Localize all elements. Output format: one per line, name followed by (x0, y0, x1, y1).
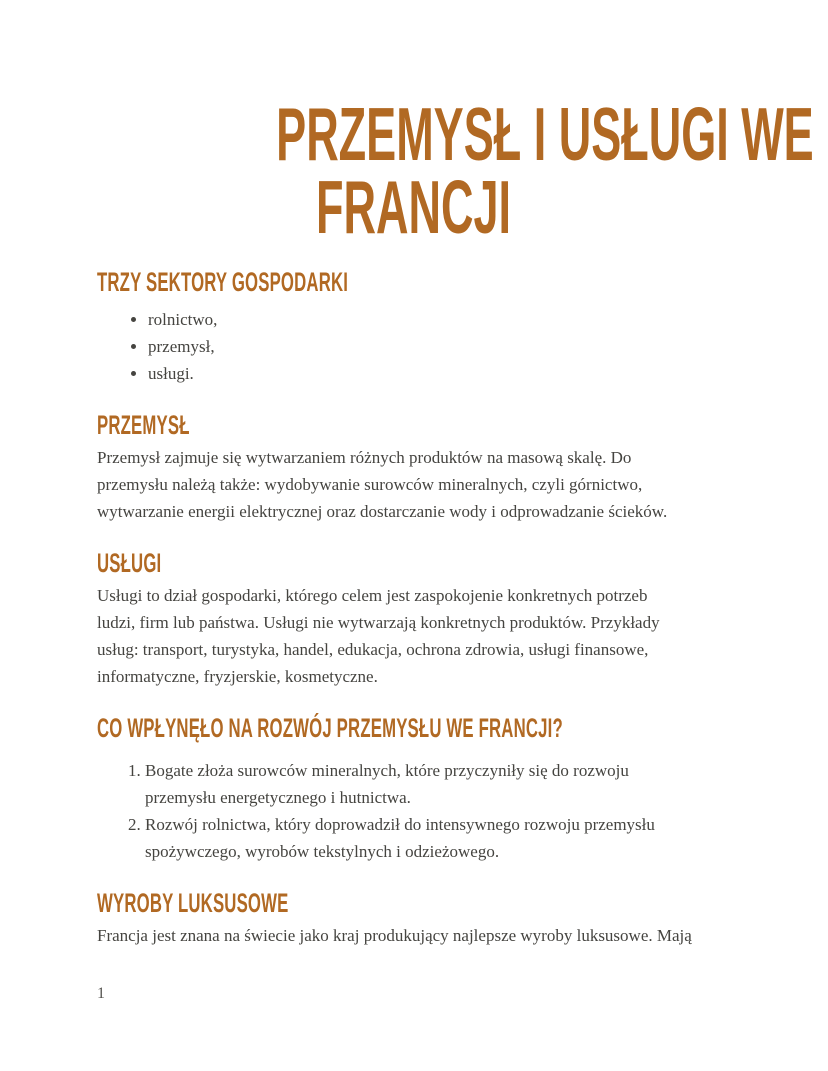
numbered-list (97, 757, 731, 865)
list-item-line: 1. Bogate złoża surowców mineralnych, które przyczyniły się do rozwoju (145, 761, 629, 780)
section-heading (97, 409, 731, 442)
paragraph (97, 582, 731, 690)
numbered-list-item (145, 757, 731, 811)
title-line-2-text: FRANCJI (316, 165, 512, 249)
section-heading-text: CO WPŁYNĘŁO NA ROZWÓJ PRZEMYSŁU WE FRANCJI? (97, 713, 563, 743)
paragraph-line: ludzi, firm lub państwa. Usługi nie wytwarzają konkretnych produktów. Przykłady (97, 613, 660, 632)
section-heading-text: TRZY SEKTORY GOSPODARKI (97, 267, 349, 297)
paragraph-line: wytwarzanie energii elektrycznej oraz dostarczanie wody i odprowadzanie ścieków. (97, 502, 668, 521)
section-heading (97, 266, 731, 299)
numbered-list-item (145, 811, 731, 865)
list-item: • przemysł, (148, 333, 731, 360)
section-heading (97, 547, 731, 580)
section-heading-text: PRZEMYSŁ (97, 410, 190, 440)
section-wyroby-luksusowe (97, 887, 731, 949)
paragraph-line: Usługi to dział gospodarki, którego celem jest zaspokojenie konkretnych potrzeb (97, 586, 648, 605)
document-title (97, 92, 814, 249)
section-uslugi (97, 547, 731, 690)
list-item: • usługi. (148, 360, 731, 387)
section-heading-text: USŁUGI (97, 548, 162, 578)
section-rozwoj-przemyslu (97, 712, 731, 865)
paragraph-line: Francja jest znana na świecie jako kraj produkujący najlepsze wyroby luksusowe. Mają (97, 926, 692, 945)
list-item-line: spożywczego, wyrobów tekstylnych i odzieżowego. (145, 842, 500, 861)
section-heading (97, 712, 731, 745)
list-item-line: przemysłu energetycznego i hutnictwa. (145, 788, 411, 807)
document-content (97, 0, 814, 949)
page-number: 1 (97, 985, 105, 1002)
section-heading (97, 887, 731, 920)
title-line-1-text: PRZEMYSŁ I USŁUGI WE (276, 92, 814, 176)
section-trzy-sektory-gospodarki (97, 266, 731, 387)
paragraph-line: przemysłu należą także: wydobywanie surowców mineralnych, czyli górnictwo, (97, 475, 643, 494)
section-przemysl (97, 409, 731, 525)
list-item: • rolnictwo, (148, 306, 731, 333)
paragraph (97, 922, 731, 949)
title-line-1 (97, 92, 814, 176)
bullet-list (97, 306, 731, 387)
list-item-line: 2. Rozwój rolnictwa, który doprowadził do intensywnego rozwoju przemysłu (145, 815, 655, 834)
paragraph-line: informatyczne, fryzjerskie, kosmetyczne. (97, 667, 378, 686)
paragraph-line: Przemysł zajmuje się wytwarzaniem różnych produktów na masową skalę. Do (97, 448, 632, 467)
paragraph-line: usług: transport, turystyka, handel, edukacja, ochrona zdrowia, usługi finansowe, (97, 640, 649, 659)
paragraph (97, 444, 731, 525)
title-line-2 (97, 165, 731, 249)
section-heading-text: WYROBY LUKSUSOWE (97, 888, 289, 918)
